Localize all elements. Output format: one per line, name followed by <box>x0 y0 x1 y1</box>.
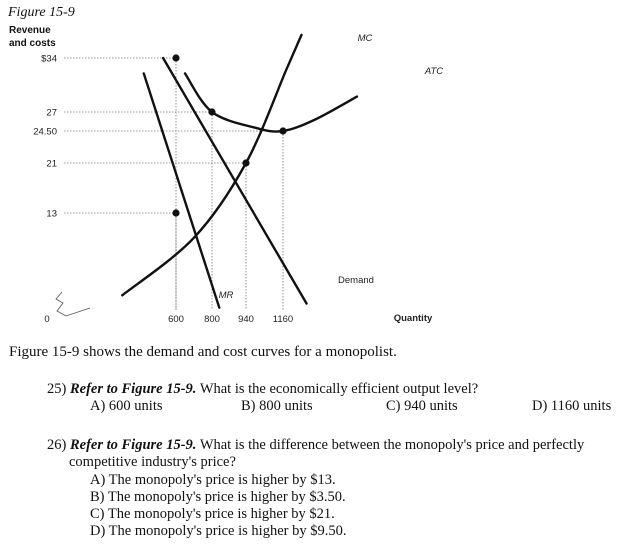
marked-point-1 <box>208 108 215 115</box>
y-axis-label-line2: and costs <box>9 38 56 49</box>
curves <box>122 35 357 308</box>
guide-lines <box>64 58 283 310</box>
curve-label-mr: MR <box>218 290 234 301</box>
x-tick-label: 800 <box>204 314 220 325</box>
question-25-ref: Refer to Figure 15-9. <box>69 381 197 397</box>
marked-point-3 <box>279 127 286 134</box>
y-tick-label: $34 <box>41 53 57 65</box>
question-26-number: 26) <box>47 437 67 453</box>
question-25-text: What is the economically efficient output level? <box>199 381 479 397</box>
y-tick-label: 13 <box>46 208 57 220</box>
x-tick-label: 600 <box>168 314 184 325</box>
question-25 <box>47 381 478 398</box>
question-26-option-a: A) The monopoly's price is higher by $13. <box>90 472 336 488</box>
marked-point-4 <box>172 209 179 216</box>
x-tick-label: 940 <box>238 314 254 325</box>
question-25-option-d: D) 1160 units <box>532 398 612 414</box>
x-axis-label: Quantity <box>393 313 433 324</box>
marked-point-0 <box>172 54 179 61</box>
question-26-text-line1: What is the difference between the monopoly's price and perfectly <box>199 437 585 453</box>
y-tick-label: 21 <box>46 158 57 170</box>
curve-labels <box>219 33 444 301</box>
question-25-option-a: A) 600 units <box>90 398 163 414</box>
origin-label: 0 <box>44 314 50 325</box>
curve-label-demand: Demand <box>338 275 374 286</box>
y-tick-label: 27 <box>46 107 57 119</box>
x-tick-label: 1160 <box>272 314 294 325</box>
axis-break-icon <box>56 292 90 316</box>
question-26-text-line2: competitive industry's price? <box>69 454 236 470</box>
question-26-ref: Refer to Figure 15-9. <box>69 437 197 453</box>
figure-caption: Figure 15-9 shows the demand and cost curves for a monopolist. <box>9 344 397 360</box>
question-25-option-b: B) 800 units <box>241 398 313 414</box>
y-tick-label: 24.50 <box>33 126 57 138</box>
curve-label-atc: ATC <box>424 66 444 77</box>
figure-title: Figure 15-9 <box>8 5 75 20</box>
question-25-option-c: C) 940 units <box>386 398 458 414</box>
marked-point-2 <box>242 159 249 166</box>
question-26-option-d: D) The monopoly's price is higher by $9.50. <box>90 523 347 539</box>
question-26-option-b: B) The monopoly's price is higher by $3.50. <box>90 489 346 505</box>
curve-atc <box>185 73 357 131</box>
question-25-number: 25) <box>47 381 67 397</box>
question-26 <box>47 437 584 471</box>
question-26-option-c: C) The monopoly's price is higher by $21. <box>90 506 335 522</box>
y-axis-label-line1: Revenue <box>9 25 51 36</box>
curve-label-mc: MC <box>357 33 373 44</box>
